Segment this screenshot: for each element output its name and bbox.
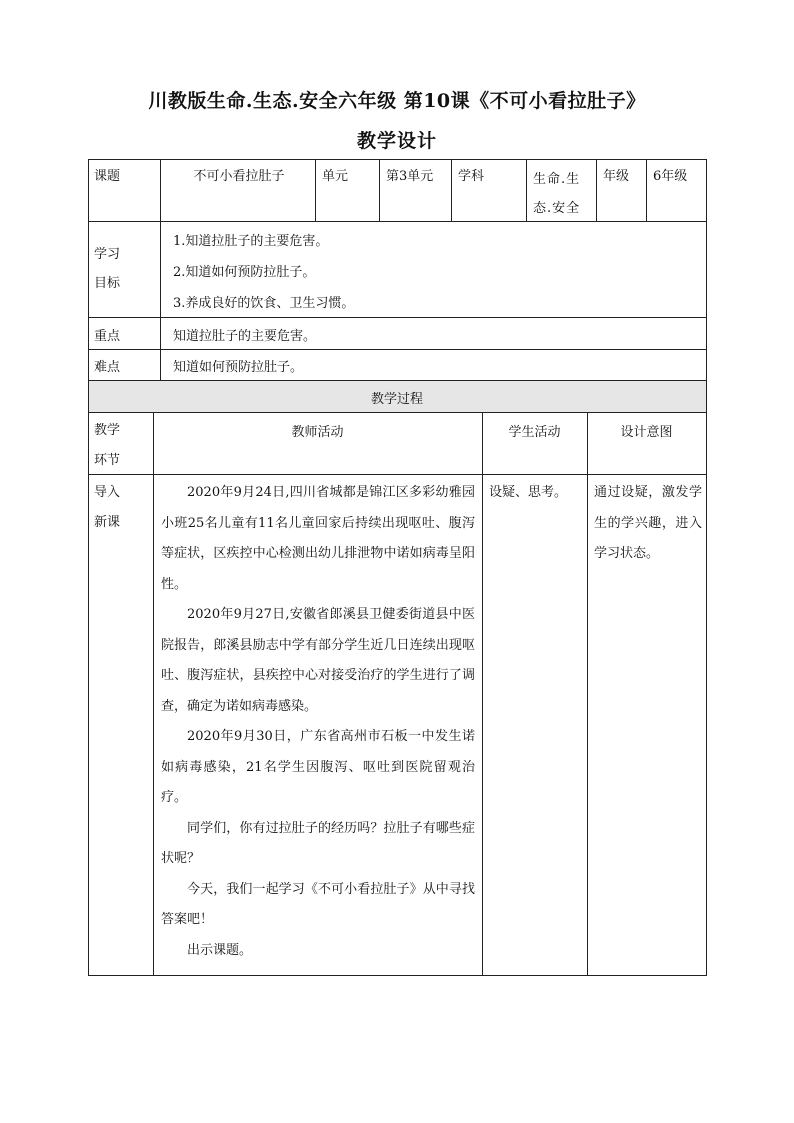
objectives-label: 学习目标 — [94, 247, 121, 291]
teacher-paragraph: 2020年9月27日,安徽省郎溪县卫健委街道县中医院报告，郎溪县励志中学有部分学生近几日连续出现呕吐、腹泻症状，县疾控中心对接受治疗的学生进行了调查，确定为诺如病毒感染。 — [161, 607, 475, 714]
table-line — [88, 159, 707, 160]
grade-value: 6年级 — [653, 169, 688, 184]
table-line — [526, 159, 527, 221]
student-activity: 设疑、思考。 — [489, 485, 568, 500]
teacher-paragraph: 2020年9月24日,四川省城都是锦江区多彩幼雅园小班25名儿童有11名儿童回家后持续出现呕吐、腹泻等症状，区疾控中心检测出幼儿排泄物中诺如病毒呈阳性。 — [161, 485, 475, 592]
table-line — [596, 159, 597, 221]
col-intent-header: 设计意图 — [620, 425, 673, 440]
table-line — [160, 221, 161, 380]
topic-value: 不可小看拉肚子 — [193, 169, 285, 184]
table-line — [482, 412, 483, 975]
difficulty-label: 难点 — [94, 360, 121, 375]
document-subtitle: 教学设计 — [356, 130, 437, 152]
key-point-label: 重点 — [94, 329, 121, 344]
difficulty-value: 知道如何预防拉肚子。 — [173, 360, 304, 375]
unit-value: 第3单元 — [386, 169, 434, 184]
teacher-paragraph: 同学们，你有过拉肚子的经历吗？拉肚子有哪些症状呢？ — [161, 820, 475, 866]
table-line — [88, 380, 707, 381]
table-line — [451, 159, 452, 221]
table-line — [160, 159, 161, 221]
table-line — [88, 349, 707, 350]
objective-item: 3.养成良好的饮食、卫生习惯。 — [173, 296, 355, 311]
intro-stage: 导入新课 — [94, 485, 121, 530]
teacher-paragraph: 2020年9月30日，广东省高州市石板一中发生诺如病毒感染，21名学生因腹泻、呕吐到医院留观治疗。 — [161, 729, 475, 805]
table-line — [88, 474, 707, 475]
table-line — [646, 159, 647, 221]
document-title: 川教版生命.生态.安全六年级 第10课《不可小看拉肚子》 — [148, 90, 646, 112]
table-line — [379, 159, 380, 221]
grade-label: 年级 — [603, 169, 630, 184]
objective-item: 1.知道拉肚子的主要危害。 — [173, 234, 329, 249]
table-line — [88, 221, 707, 222]
teacher-paragraph: 出示课题。 — [187, 942, 253, 958]
objective-item: 2.知道如何预防拉肚子。 — [173, 265, 316, 280]
objectives-list — [173, 226, 354, 319]
table-line — [587, 412, 588, 975]
subject-value: 生命.生态.安全 — [533, 172, 581, 216]
col-teacher-header: 教师活动 — [291, 425, 344, 440]
topic-label: 课题 — [94, 169, 121, 184]
subject-label: 学科 — [458, 169, 485, 184]
design-intent: 通过设疑，激发学生的学兴趣，进入学习状态。 — [594, 485, 702, 561]
teacher-paragraph: 今天，我们一起学习《不可小看拉肚子》从中寻找答案吧！ — [161, 881, 475, 927]
table-line — [315, 159, 316, 221]
table-line — [88, 412, 707, 413]
table-line — [88, 975, 707, 976]
teacher-activity — [161, 478, 475, 966]
col-student-header: 学生活动 — [508, 425, 561, 440]
table-line — [88, 159, 89, 976]
col-stage-header: 教学环节 — [94, 423, 121, 468]
table-line — [153, 412, 154, 975]
key-point-value: 知道拉肚子的主要危害。 — [173, 329, 317, 344]
table-line — [706, 159, 707, 976]
unit-label: 单元 — [322, 169, 349, 184]
process-header: 教学过程 — [370, 392, 423, 407]
